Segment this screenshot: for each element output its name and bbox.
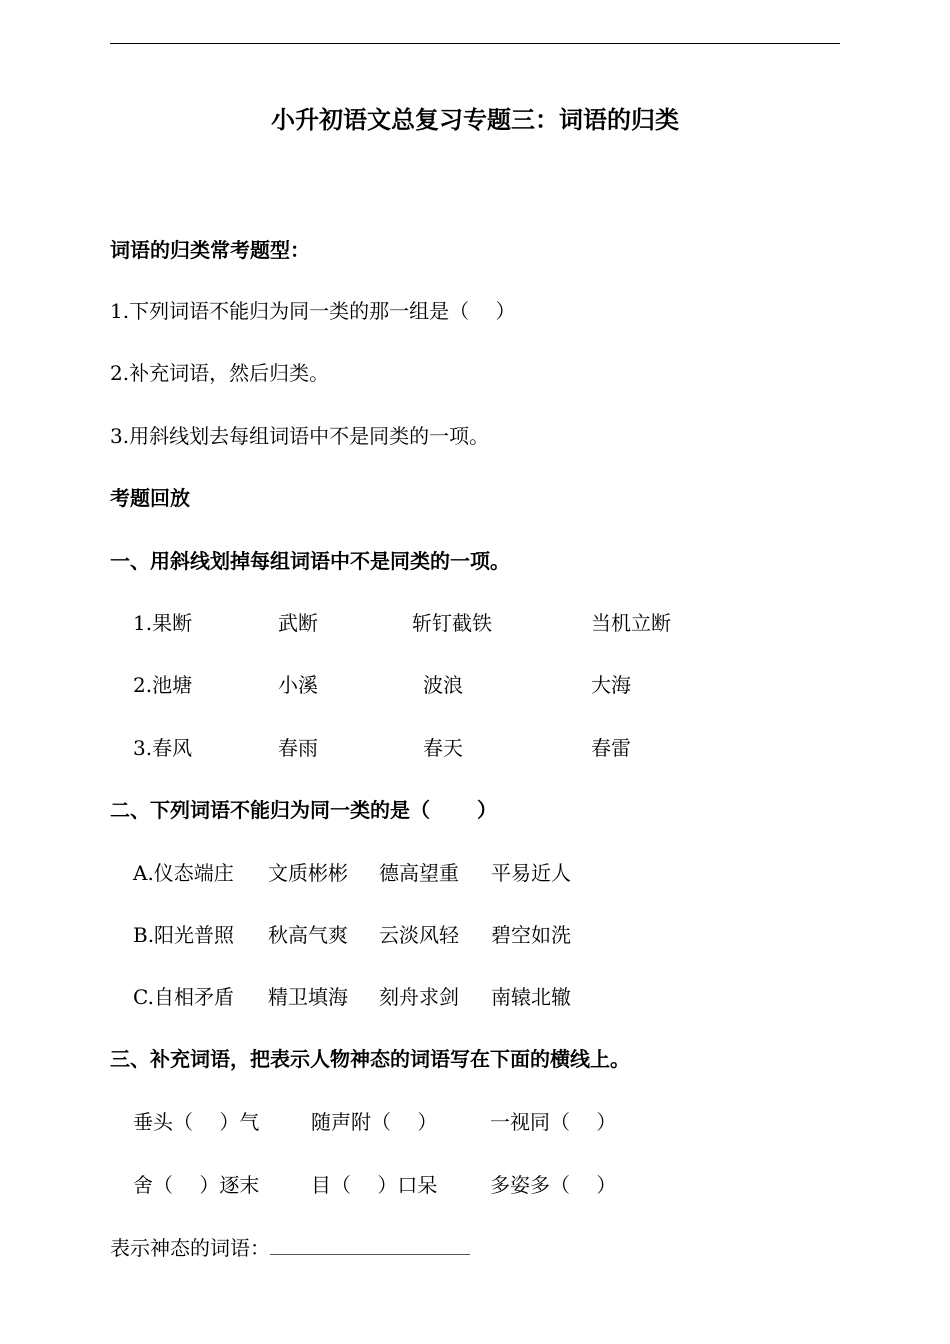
q1-word: 斩钉截铁 bbox=[412, 611, 492, 635]
answer-label: 表示神态的词语： bbox=[110, 1236, 270, 1260]
q3-blank-item: 舍（ ）逐末 bbox=[133, 1173, 260, 1197]
page-title: 小升初语文总复习专题三：词语的归类 bbox=[271, 106, 679, 134]
q2-option: 平易近人 bbox=[491, 861, 571, 885]
q1-word: 春雷 bbox=[591, 736, 631, 760]
review-heading: 考题回放 bbox=[110, 486, 190, 510]
type-item: 1.下列词语不能归为同一类的那一组是（ ） bbox=[110, 299, 516, 323]
q1-word: 波浪 bbox=[423, 673, 463, 697]
answer-row bbox=[110, 1232, 470, 1261]
types-heading: 词语的归类常考题型： bbox=[110, 238, 310, 262]
q2-option: 精卫填海 bbox=[268, 985, 348, 1009]
q1-word: 1.果断 bbox=[133, 611, 193, 635]
q2-option: 秋高气爽 bbox=[268, 923, 348, 947]
q1-heading: 一、用斜线划掉每组词语中不是同类的一项。 bbox=[110, 549, 510, 573]
q1-word: 武断 bbox=[278, 611, 318, 635]
q3-heading: 三、补充词语，把表示人物神态的词语写在下面的横线上。 bbox=[110, 1047, 630, 1071]
q2-option: 南辕北辙 bbox=[491, 985, 571, 1009]
q3-blank-item: 随声附（ ） bbox=[311, 1110, 438, 1134]
q1-word: 春天 bbox=[423, 736, 463, 760]
q2-option: 德高望重 bbox=[379, 861, 459, 885]
q1-word: 3.春风 bbox=[133, 736, 193, 760]
q1-word: 大海 bbox=[591, 673, 631, 697]
q1-word: 2.池塘 bbox=[133, 673, 193, 697]
answer-line[interactable] bbox=[270, 1253, 470, 1255]
header-rule bbox=[110, 43, 840, 44]
q1-word: 当机立断 bbox=[591, 611, 671, 635]
type-item: 2.补充词语，然后归类。 bbox=[110, 361, 330, 385]
q1-word: 小溪 bbox=[278, 673, 318, 697]
q2-option: C.自相矛盾 bbox=[133, 985, 234, 1009]
q2-option: 云淡风轻 bbox=[379, 923, 459, 947]
q3-blank-item: 垂头（ ）气 bbox=[133, 1110, 260, 1134]
q2-option: 碧空如洗 bbox=[491, 923, 571, 947]
q3-blank-item: 多姿多（ ） bbox=[490, 1173, 617, 1197]
q3-blank-item: 目（ ）口呆 bbox=[311, 1173, 438, 1197]
q1-word: 春雨 bbox=[278, 736, 318, 760]
q2-heading: 二、下列词语不能归为同一类的是（ ） bbox=[110, 798, 497, 822]
q2-option: 刻舟求剑 bbox=[379, 985, 459, 1009]
q3-blank-item: 一视同（ ） bbox=[490, 1110, 617, 1134]
q2-option: B.阳光普照 bbox=[133, 923, 235, 947]
type-item: 3.用斜线划去每组词语中不是同类的一项。 bbox=[110, 424, 490, 448]
q2-option: A.仪态端庄 bbox=[133, 861, 234, 885]
q2-option: 文质彬彬 bbox=[268, 861, 348, 885]
